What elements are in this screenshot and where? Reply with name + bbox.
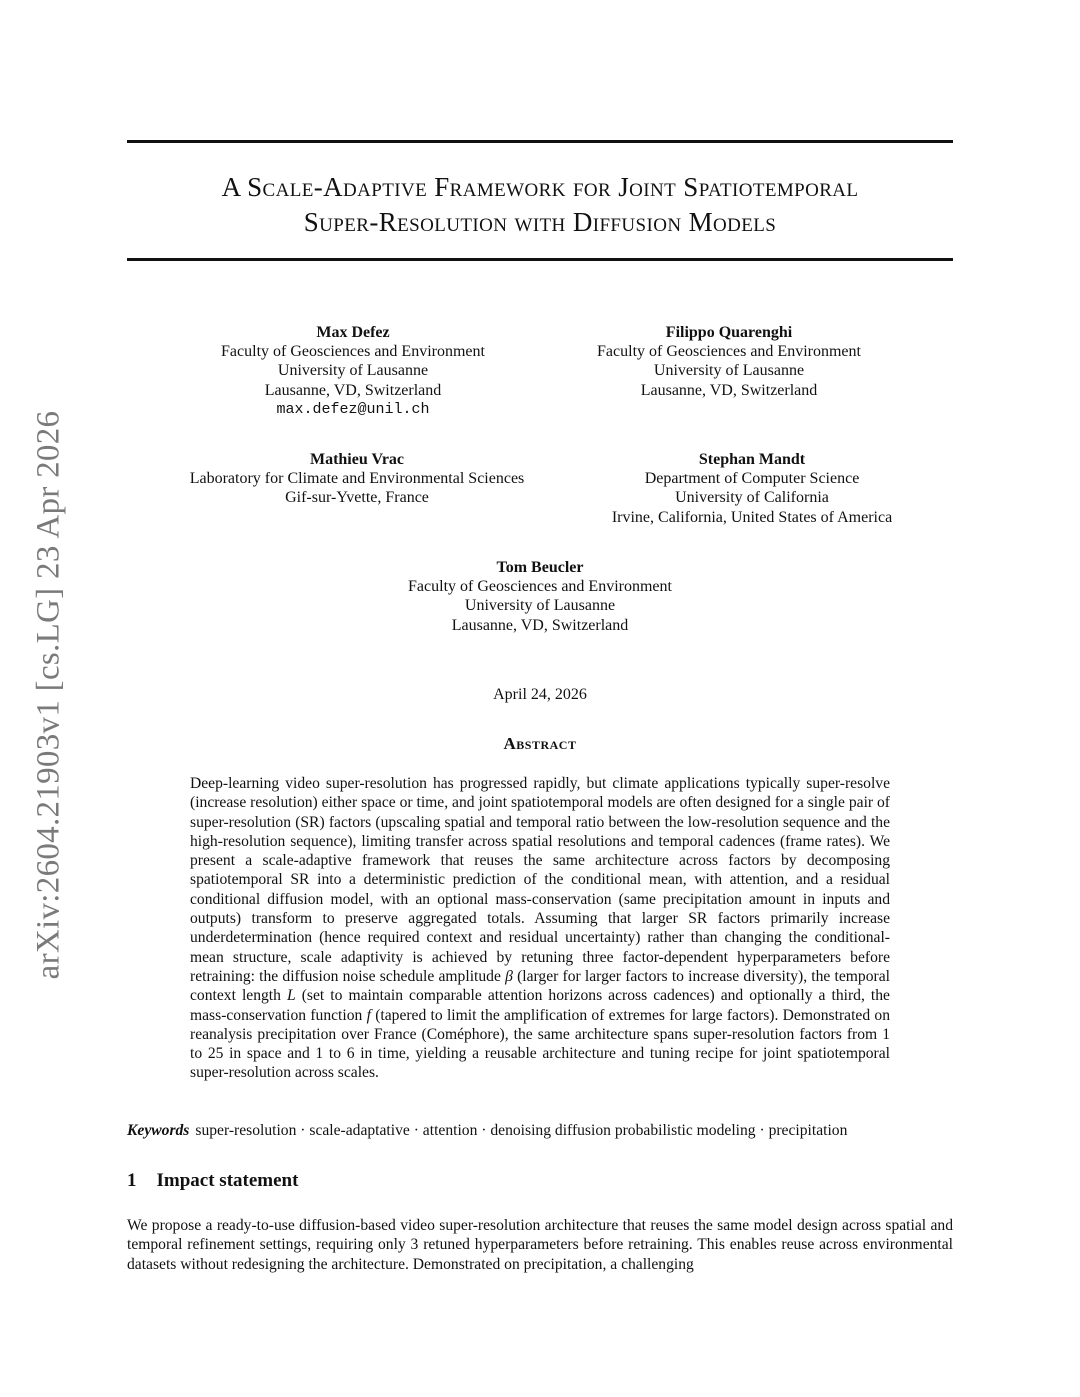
symbol-l: L: [286, 987, 296, 1005]
author-affiliation-line: Faculty of Geosciences and Environment: [597, 343, 861, 361]
abstract-text: [190, 774, 890, 1083]
section-heading-impact-statement: [127, 1170, 298, 1192]
publication-date: April 24, 2026: [493, 686, 587, 703]
author-name: Max Defez: [316, 324, 390, 341]
paper-title-line-2: Super-Resolution with Diffusion Models: [303, 207, 777, 237]
symbol-beta: β: [505, 967, 513, 985]
keywords-label: Keywords: [127, 1122, 190, 1139]
author-affiliation-line: Lausanne, VD, Switzerland: [264, 381, 442, 399]
author-affiliation-line: University of Lausanne: [653, 362, 805, 380]
author-block-mathieu-vrac: [142, 450, 572, 508]
author-email[interactable]: max.defez@unil.ch: [276, 400, 430, 418]
author-block-max-defez: [138, 323, 568, 419]
author-name: Stephan Mandt: [698, 451, 806, 468]
keywords-text: super-resolution · scale-adaptative · attention · denoising diffusion probabilistic modeling · precipitation: [195, 1122, 848, 1139]
author-block-filippo-quarenghi: [514, 323, 944, 400]
abstract-text-part: (set to maintain comparable attention horizons across cadences) and optionally a third, the mass-conservation function: [190, 987, 890, 1024]
author-affiliation-line: Irvine, California, United States of America: [611, 508, 893, 526]
author-affiliation-line: Laboratory for Climate and Environmental Sciences: [189, 470, 525, 488]
author-name: Mathieu Vrac: [309, 451, 405, 468]
abstract-text-part: (larger for larger factors to increase diversity), the temporal context length: [190, 967, 890, 1005]
author-block-tom-beucler: [325, 558, 755, 635]
arxiv-identifier-stamp: arXiv:2604.21903v1 [cs.LG] 23 Apr 2026: [30, 410, 67, 980]
abstract-heading: Abstract: [503, 734, 577, 753]
author-block-stephan-mandt: [537, 450, 967, 527]
author-affiliation-line: Lausanne, VD, Switzerland: [640, 381, 818, 399]
section-number: 1: [127, 1170, 137, 1191]
author-affiliation-line: Gif-sur-Yvette, France: [285, 489, 429, 507]
author-affiliation-line: University of Lausanne: [277, 362, 429, 380]
keywords-line: [127, 1122, 953, 1140]
author-affiliation-line: Lausanne, VD, Switzerland: [451, 616, 629, 634]
title-bottom-rule: [127, 258, 953, 261]
author-affiliation-line: Faculty of Geosciences and Environment: [408, 578, 672, 596]
author-affiliation-line: University of California: [675, 489, 829, 507]
paper-title-line-1: A Scale-Adaptive Framework for Joint Spatiotemporal: [221, 172, 859, 202]
section-title: Impact statement: [156, 1170, 299, 1191]
section-body-impact-statement: We propose a ready-to-use diffusion-based video super-resolution architecture that reuses the same model design across spatial and temporal refinement settings, requiring only 3 retuned hyperparameters before retraining. This enables reuse across environmental datasets without redesigning the architecture. Demonstrated on precipitation, a challenging: [127, 1217, 953, 1273]
paper-title: [127, 170, 953, 240]
author-affiliation-line: University of Lausanne: [464, 597, 616, 615]
title-top-rule: [127, 140, 953, 143]
abstract-text-part: (tapered to limit the amplification of extremes for large factors). Demonstrated on reanalysis precipitation over France (Coméphore), the same architecture spans super-resolution factors from 1 to 25 in space and 1 to 6 in time, yielding a reusable architecture and tuning recipe for joint spatiotemporal super-resolution across scales.: [190, 1006, 890, 1082]
author-name: Filippo Quarenghi: [665, 324, 793, 341]
abstract-text-part: Deep-learning video super-resolution has progressed rapidly, but climate applications typically super-resolve (increase resolution) either space or time, and joint spatiotemporal models are often designed for a single pair of super-resolution (SR) factors (upscaling spatial and temporal ratio between the low-resolution sequence and the high-resolution sequence), limiting transfer across spatial resolutions and temporal cadences (frame rates). We present a scale-adaptive framework that reuses the same architecture across factors by decomposing spatiotemporal SR into a deterministic prediction of the conditional mean, with attention, and a residual conditional diffusion model, with an optional mass-conservation (same precipitation amount in inputs and outputs) transform to preserve aggregated totals. Assuming that larger SR factors primarily increase underdetermination (hence required context and residual uncertainty) rather than changing the conditional-mean structure, scale adaptivity is achieved by retuning three factor-dependent hyperparameters before retraining: the diffusion noise schedule amplitude: [190, 775, 890, 985]
author-name: Tom Beucler: [496, 559, 584, 576]
author-affiliation-line: Department of Computer Science: [644, 470, 860, 488]
symbol-f: f: [366, 1006, 371, 1024]
author-affiliation-line: Faculty of Geosciences and Environment: [221, 343, 485, 361]
